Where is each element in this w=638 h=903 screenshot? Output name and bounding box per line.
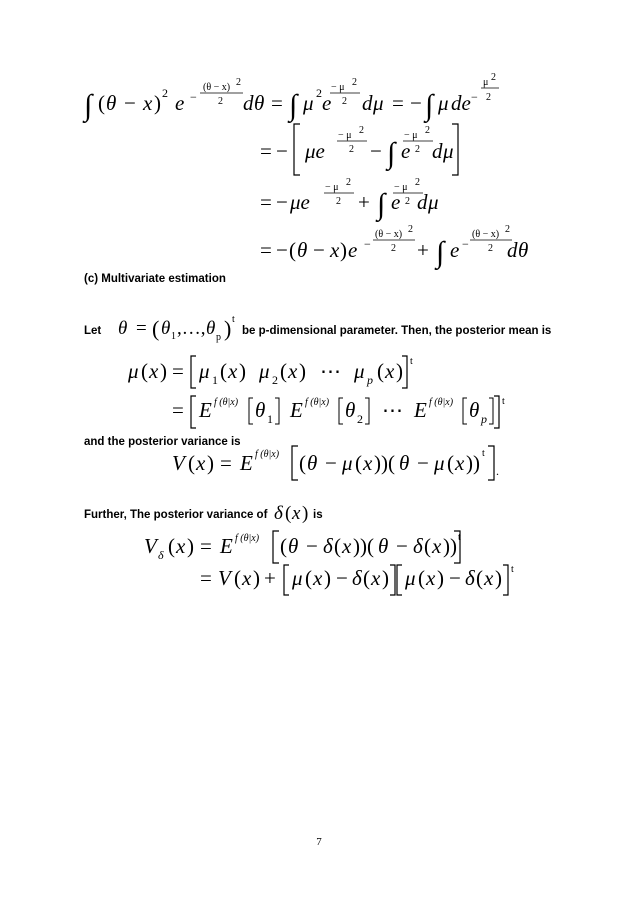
- text-further: Further, The posterior variance of: [84, 509, 268, 521]
- svg-text:=: =: [172, 398, 184, 422]
- svg-text:θ: θ: [206, 318, 216, 339]
- svg-text:t: t: [232, 314, 235, 325]
- svg-text:): ): [340, 238, 347, 262]
- section-heading: (c) Multivariate estimation: [84, 273, 226, 285]
- svg-text:E: E: [240, 451, 253, 475]
- svg-text:−: −: [449, 566, 461, 590]
- svg-text:d: d: [243, 91, 254, 115]
- page-number: 7: [316, 836, 322, 848]
- svg-text:−: −: [370, 139, 382, 163]
- svg-text:θ: θ: [518, 238, 529, 262]
- svg-text:(: (: [476, 566, 483, 590]
- svg-text:θ: θ: [118, 318, 128, 339]
- svg-text:t: t: [511, 564, 514, 575]
- svg-text:2: 2: [425, 125, 430, 136]
- svg-text:(: (: [280, 359, 287, 383]
- svg-text:μ: μ: [373, 91, 384, 115]
- svg-text:x: x: [363, 451, 373, 475]
- svg-text:): ): [239, 359, 246, 383]
- svg-text:2: 2: [336, 196, 341, 207]
- svg-text:e: e: [322, 91, 332, 115]
- svg-text:2: 2: [391, 243, 396, 254]
- svg-text:t: t: [458, 532, 461, 543]
- svg-text:2: 2: [162, 86, 168, 100]
- svg-text:t: t: [502, 396, 505, 407]
- svg-text:x: x: [196, 451, 206, 475]
- svg-text:θ: θ: [345, 398, 356, 422]
- svg-text:=: =: [392, 91, 404, 115]
- svg-text:))(: ))(: [374, 451, 395, 475]
- svg-text:f (θ|x): f (θ|x): [255, 449, 280, 460]
- svg-text:x: x: [385, 359, 395, 383]
- svg-text:): ): [154, 91, 161, 115]
- svg-text:− μ: − μ: [331, 82, 345, 93]
- svg-text:(θ − x): (θ − x): [472, 229, 500, 240]
- svg-text:μ: μ: [354, 359, 365, 383]
- svg-text:=: =: [136, 318, 147, 339]
- svg-text:2: 2: [316, 86, 322, 100]
- svg-text:μ: μ: [292, 566, 303, 590]
- svg-text:−: −: [364, 237, 371, 251]
- svg-text:x: x: [143, 91, 153, 115]
- svg-text:x: x: [313, 566, 323, 590]
- svg-text:∫: ∫: [387, 137, 396, 170]
- svg-text:): ): [324, 566, 331, 590]
- svg-text:E: E: [220, 534, 233, 558]
- svg-text:1: 1: [267, 412, 273, 426]
- svg-text:∫: ∫: [289, 89, 298, 122]
- svg-text:μe: μe: [290, 190, 310, 214]
- svg-text:−: −: [396, 534, 408, 558]
- svg-text:−: −: [462, 237, 469, 251]
- svg-text:): ): [224, 316, 232, 341]
- svg-text:de: de: [451, 91, 471, 115]
- svg-text:−: −: [313, 238, 325, 262]
- svg-text:f (θ|x): f (θ|x): [214, 397, 239, 408]
- svg-text:2: 2: [415, 177, 420, 188]
- svg-text:(: (: [285, 503, 292, 524]
- svg-text:−: −: [276, 190, 288, 214]
- svg-text:x: x: [292, 503, 301, 524]
- svg-text:(: (: [280, 534, 287, 558]
- svg-text:2: 2: [349, 144, 354, 155]
- svg-text:f (θ|x): f (θ|x): [305, 397, 330, 408]
- svg-text:x: x: [149, 359, 159, 383]
- svg-text:.: .: [496, 464, 499, 478]
- svg-text:=: =: [172, 359, 184, 383]
- svg-text:E: E: [199, 398, 212, 422]
- svg-text:(: (: [234, 566, 241, 590]
- svg-text:2: 2: [408, 224, 413, 235]
- svg-text:x: x: [176, 534, 186, 558]
- svg-text:(: (: [418, 566, 425, 590]
- text-is: is: [313, 509, 323, 521]
- svg-text:d: d: [507, 238, 518, 262]
- svg-text:μ: μ: [443, 139, 454, 163]
- svg-text:θ: θ: [378, 534, 389, 558]
- svg-text:(: (: [289, 238, 296, 262]
- svg-text:f (θ|x): f (θ|x): [429, 397, 454, 408]
- svg-text:=: =: [200, 534, 212, 558]
- svg-text:+: +: [264, 566, 276, 590]
- svg-text:V: V: [218, 566, 231, 590]
- svg-text:))(: ))(: [353, 534, 374, 558]
- svg-text:δ: δ: [413, 534, 423, 558]
- svg-text:⋯: ⋯: [382, 398, 403, 422]
- svg-text:e: e: [175, 91, 185, 115]
- svg-text:p: p: [216, 332, 221, 343]
- text-posterior-variance-intro: and the posterior variance is: [84, 436, 241, 448]
- svg-text:e: e: [391, 190, 401, 214]
- svg-text:δ: δ: [323, 534, 333, 558]
- svg-text:(: (: [355, 451, 362, 475]
- svg-text:(: (: [363, 566, 370, 590]
- svg-text:=: =: [260, 190, 272, 214]
- svg-text:(: (: [334, 534, 341, 558]
- svg-text:x: x: [242, 566, 252, 590]
- svg-text:∫: ∫: [84, 89, 93, 122]
- svg-text:)): )): [466, 451, 480, 475]
- svg-text:μ: μ: [128, 359, 139, 383]
- svg-text:−: −: [410, 91, 422, 115]
- svg-text:δ: δ: [352, 566, 362, 590]
- svg-text:2: 2: [359, 125, 364, 136]
- svg-text:μe: μe: [305, 139, 325, 163]
- svg-text:(: (: [220, 359, 227, 383]
- text-param-description: be p-dimensional parameter. Then, the posterior mean is: [242, 325, 552, 337]
- svg-text:t: t: [482, 448, 485, 459]
- svg-text:μ: μ: [428, 190, 439, 214]
- svg-text:(: (: [447, 451, 454, 475]
- svg-text:d: d: [417, 190, 428, 214]
- svg-text:∫: ∫: [436, 236, 445, 269]
- svg-text:θ: θ: [469, 398, 480, 422]
- svg-text:x: x: [371, 566, 381, 590]
- svg-text:(: (: [168, 534, 175, 558]
- svg-text:2: 2: [236, 77, 241, 88]
- text-let: Let: [84, 325, 102, 337]
- svg-text:f (θ|x): f (θ|x): [235, 533, 260, 544]
- svg-text:⋯: ⋯: [320, 359, 341, 383]
- svg-text:1: 1: [212, 373, 218, 387]
- svg-text:x: x: [432, 534, 442, 558]
- svg-text:=: =: [220, 451, 232, 475]
- svg-text:): ): [160, 359, 167, 383]
- svg-text:−: −: [417, 451, 429, 475]
- svg-text:(: (: [424, 534, 431, 558]
- svg-text:e: e: [348, 238, 358, 262]
- svg-text:): ): [396, 359, 403, 383]
- svg-text:=: =: [260, 139, 272, 163]
- svg-text:2: 2: [491, 72, 496, 83]
- svg-text:θ: θ: [161, 318, 171, 339]
- svg-text:−: −: [306, 534, 318, 558]
- svg-text:V: V: [144, 534, 157, 558]
- svg-text:θ: θ: [288, 534, 299, 558]
- svg-text:−: −: [276, 238, 288, 262]
- svg-text:− μ: − μ: [325, 182, 339, 193]
- svg-text:− μ: − μ: [338, 130, 352, 141]
- svg-text:x: x: [426, 566, 436, 590]
- svg-text:δ: δ: [158, 548, 164, 562]
- svg-text:θ: θ: [399, 451, 410, 475]
- svg-text:2: 2: [218, 96, 223, 107]
- svg-text:θ: θ: [254, 91, 265, 115]
- svg-text:−: −: [276, 139, 288, 163]
- svg-text:−: −: [471, 90, 478, 104]
- svg-text:d: d: [432, 139, 443, 163]
- svg-text:): ): [302, 503, 309, 524]
- svg-text:x: x: [288, 359, 298, 383]
- svg-text:−: −: [336, 566, 348, 590]
- svg-text:(θ − x): (θ − x): [203, 82, 231, 93]
- svg-text:(: (: [299, 451, 306, 475]
- svg-text:e: e: [450, 238, 460, 262]
- svg-text:,…,: ,…,: [177, 318, 206, 339]
- svg-text:(: (: [98, 91, 105, 115]
- svg-text:−: −: [325, 451, 337, 475]
- svg-text:(: (: [141, 359, 148, 383]
- svg-text:x: x: [484, 566, 494, 590]
- svg-text:): ): [207, 451, 214, 475]
- svg-text:2: 2: [488, 243, 493, 254]
- svg-text:μ: μ: [438, 91, 449, 115]
- svg-text:+: +: [358, 190, 370, 214]
- svg-text:): ): [299, 359, 306, 383]
- svg-text:δ: δ: [274, 503, 283, 524]
- svg-text:μ: μ: [259, 359, 270, 383]
- svg-text:d: d: [362, 91, 373, 115]
- svg-text:p: p: [481, 412, 487, 426]
- svg-text:x: x: [342, 534, 352, 558]
- svg-text:− μ: − μ: [404, 130, 418, 141]
- svg-text:(: (: [188, 451, 195, 475]
- svg-text:μ: μ: [342, 451, 353, 475]
- svg-text:2: 2: [486, 92, 491, 103]
- svg-text:θ: θ: [297, 238, 308, 262]
- svg-text:)): )): [443, 534, 457, 558]
- svg-text:=: =: [200, 566, 212, 590]
- svg-text:(: (: [305, 566, 312, 590]
- svg-text:e: e: [401, 139, 411, 163]
- svg-text:μ: μ: [303, 91, 314, 115]
- svg-text:+: +: [417, 238, 429, 262]
- svg-text:2: 2: [352, 77, 357, 88]
- svg-text:−: −: [124, 91, 136, 115]
- svg-text:2: 2: [415, 144, 420, 155]
- svg-text:x: x: [228, 359, 238, 383]
- svg-text:θ: θ: [106, 91, 117, 115]
- svg-text:): ): [495, 566, 502, 590]
- svg-text:2: 2: [346, 177, 351, 188]
- svg-text:x: x: [455, 451, 465, 475]
- svg-text:μ: μ: [434, 451, 445, 475]
- svg-text:δ: δ: [465, 566, 475, 590]
- svg-text:μ: μ: [405, 566, 416, 590]
- svg-text:∫: ∫: [377, 188, 386, 221]
- svg-text:2: 2: [405, 196, 410, 207]
- svg-text:p: p: [367, 373, 373, 387]
- svg-text:=: =: [260, 238, 272, 262]
- svg-text:): ): [382, 566, 389, 590]
- svg-text:2: 2: [342, 96, 347, 107]
- svg-text:t: t: [410, 356, 413, 367]
- svg-text:E: E: [414, 398, 427, 422]
- svg-text:θ: θ: [255, 398, 266, 422]
- svg-text:1: 1: [171, 331, 176, 342]
- svg-text:): ): [187, 534, 194, 558]
- svg-text:−: −: [190, 90, 197, 104]
- svg-text:∫: ∫: [425, 89, 434, 122]
- svg-text:V: V: [172, 451, 185, 475]
- svg-text:μ: μ: [483, 77, 489, 88]
- svg-text:x: x: [330, 238, 340, 262]
- svg-text:): ): [253, 566, 260, 590]
- svg-text:2: 2: [505, 224, 510, 235]
- svg-text:): ): [437, 566, 444, 590]
- svg-text:(: (: [152, 316, 160, 341]
- svg-text:2: 2: [357, 412, 363, 426]
- svg-text:=: =: [271, 91, 283, 115]
- svg-text:μ: μ: [199, 359, 210, 383]
- svg-text:θ: θ: [307, 451, 318, 475]
- svg-text:(θ − x): (θ − x): [375, 229, 403, 240]
- svg-text:E: E: [290, 398, 303, 422]
- svg-text:− μ: − μ: [394, 182, 408, 193]
- svg-text:(: (: [377, 359, 384, 383]
- svg-text:2: 2: [272, 373, 278, 387]
